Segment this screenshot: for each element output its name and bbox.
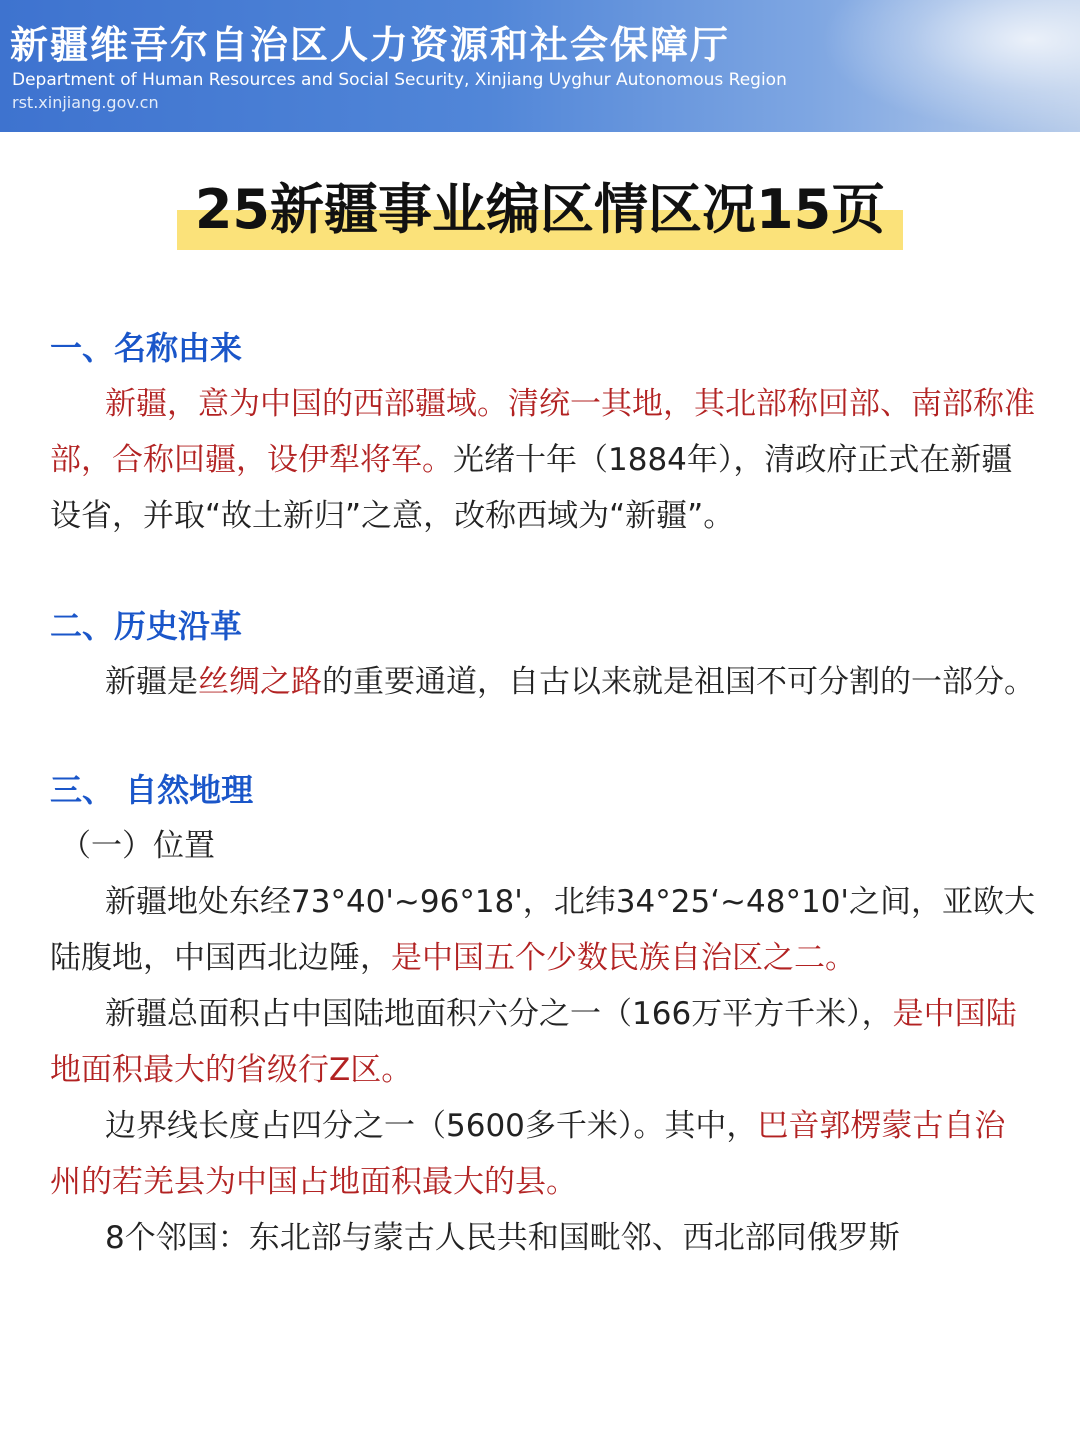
- banner-title: 新疆维吾尔自治区人力资源和社会保障厅: [10, 23, 731, 67]
- section-heading-name-origin: 一、名称由来: [50, 329, 243, 367]
- title-container: [0, 170, 1080, 250]
- article-body: [50, 320, 1035, 1266]
- banner-url: rst.xinjiang.gov.cn: [12, 93, 159, 112]
- page-title: 25新疆事业编区情区况15页: [177, 170, 903, 250]
- highlight-text: 是中国陆地面积最大的省级行Z区。: [50, 996, 1017, 1088]
- paragraph-border: [50, 1098, 1035, 1210]
- subsection-heading-location: （一）位置: [60, 828, 215, 864]
- paragraph-location: [50, 874, 1035, 986]
- body-text: 光绪十年（1884年），清政府正式在新疆设省，并取“故土新归”之意，改称西域为“新疆”。: [50, 442, 1013, 534]
- header-banner: [0, 0, 1080, 132]
- paragraph-name-origin: [50, 376, 1035, 544]
- body-text: 新疆地处东经73°40'~96°18'，北纬34°25‘~48°10'之间，亚欧大陆腹地，中国西北边陲，: [50, 884, 1035, 976]
- section-heading-geography: 三、 自然地理: [50, 771, 254, 809]
- body-text: 边界线长度占四分之一（5600多千米）。其中，: [105, 1108, 758, 1144]
- paragraph-history: [50, 654, 1035, 710]
- highlight-text: 丝绸之路: [198, 664, 322, 700]
- body-text: 的重要通道，自古以来就是祖国不可分割的一部分。: [322, 664, 1035, 700]
- highlight-text: 是中国五个少数民族自治区之二。: [391, 940, 856, 976]
- paragraph-neighbors: [50, 1210, 1035, 1266]
- spacer: [50, 710, 1035, 762]
- highlight-text: 新疆，意为中国的西部疆域。清统一其地，其北部称回部、南部称准部，合称回疆，设伊犁将军。: [50, 386, 1035, 478]
- body-text: 8个邻国：东北部与蒙古人民共和国毗邻、西北部同俄罗斯: [105, 1220, 900, 1256]
- body-text: 新疆总面积占中国陆地面积六分之一（166万平方千米），: [105, 996, 893, 1032]
- highlight-text: 巴音郭楞蒙古自治州的若羌县为中国占地面积最大的县。: [50, 1108, 1006, 1200]
- banner-subtitle: Department of Human Resources and Social Security, Xinjiang Uyghur Autonomous Region: [12, 70, 787, 90]
- spacer: [50, 544, 1035, 598]
- body-text: 新疆是: [105, 664, 198, 700]
- paragraph-area: [50, 986, 1035, 1098]
- section-heading-history: 二、历史沿革: [50, 607, 243, 645]
